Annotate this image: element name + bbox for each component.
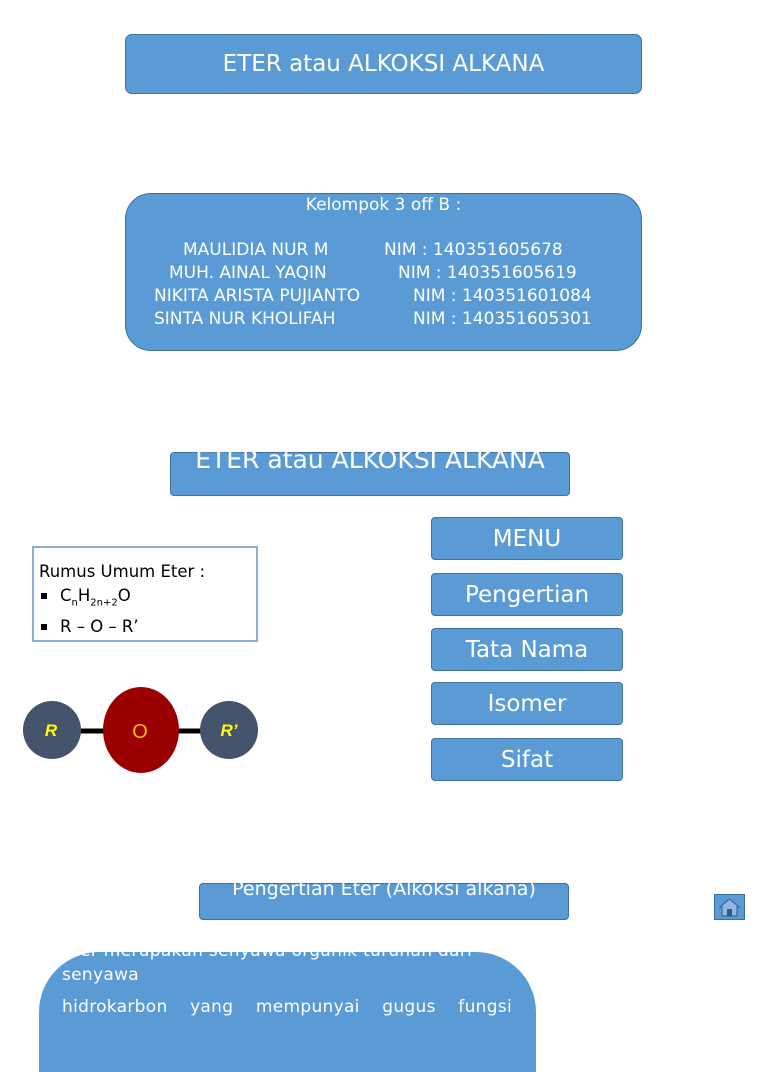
group-heading: Kelompok 3 off B : [305,195,462,215]
definition-line: senyawa [62,965,139,985]
tata-nama-button[interactable]: Tata Nama [431,628,623,671]
formula-n-subscript: n [71,597,78,609]
home-button[interactable] [714,894,745,920]
formula-heading: Rumus Umum Eter : [39,562,206,581]
slide4-title-text: Pengertian Eter (Alkoksi alkana) [232,878,536,900]
formula-2n2-subscript: 2n+2 [90,597,118,609]
slide1-title: ETER atau ALKOKSI ALKANA [125,34,642,94]
definition-line: Eter merupakan senyawa organik turunan dari [62,941,473,961]
atom-o-label: O [132,721,148,743]
isomer-button[interactable]: Isomer [431,682,623,725]
member-nim: NIM : 140351605301 [413,309,592,329]
atom-r-label: R [44,721,58,740]
group-members-box [125,193,642,351]
pengertian-button[interactable]: Pengertian [431,573,623,616]
member-name: MUH. AINAL YAQIN [169,263,327,283]
definition-box [39,941,536,1072]
formula-o: O [117,586,131,605]
slide3-title-text: ETER atau ALKOKSI ALKANA [195,445,545,474]
menu-button[interactable]: MENU [431,517,623,560]
general-formula-box [32,546,258,642]
definition-line: hidrokarbon yang mempunyai gugus fungsi [62,997,512,1017]
formula-c: C [60,586,72,605]
atom-r-prime-label: R’ [220,721,238,740]
ether-molecule-diagram [20,685,265,777]
formula-h: H [77,586,91,605]
member-name: MAULIDIA NUR M [183,240,329,260]
sifat-button[interactable]: Sifat [431,738,623,781]
formula-item-structural: R – O – R’ [39,615,256,639]
home-icon [719,898,740,917]
member-name: NIKITA ARISTA PUJIANTO [154,286,361,306]
formula-item-molecular [39,584,256,615]
slide4-title [199,878,569,920]
member-nim: NIM : 140351605619 [398,263,577,283]
member-nim: NIM : 140351605678 [384,240,563,260]
member-nim: NIM : 140351601084 [413,286,592,306]
member-name: SINTA NUR KHOLIFAH [154,309,336,329]
slide3-title [170,445,570,496]
